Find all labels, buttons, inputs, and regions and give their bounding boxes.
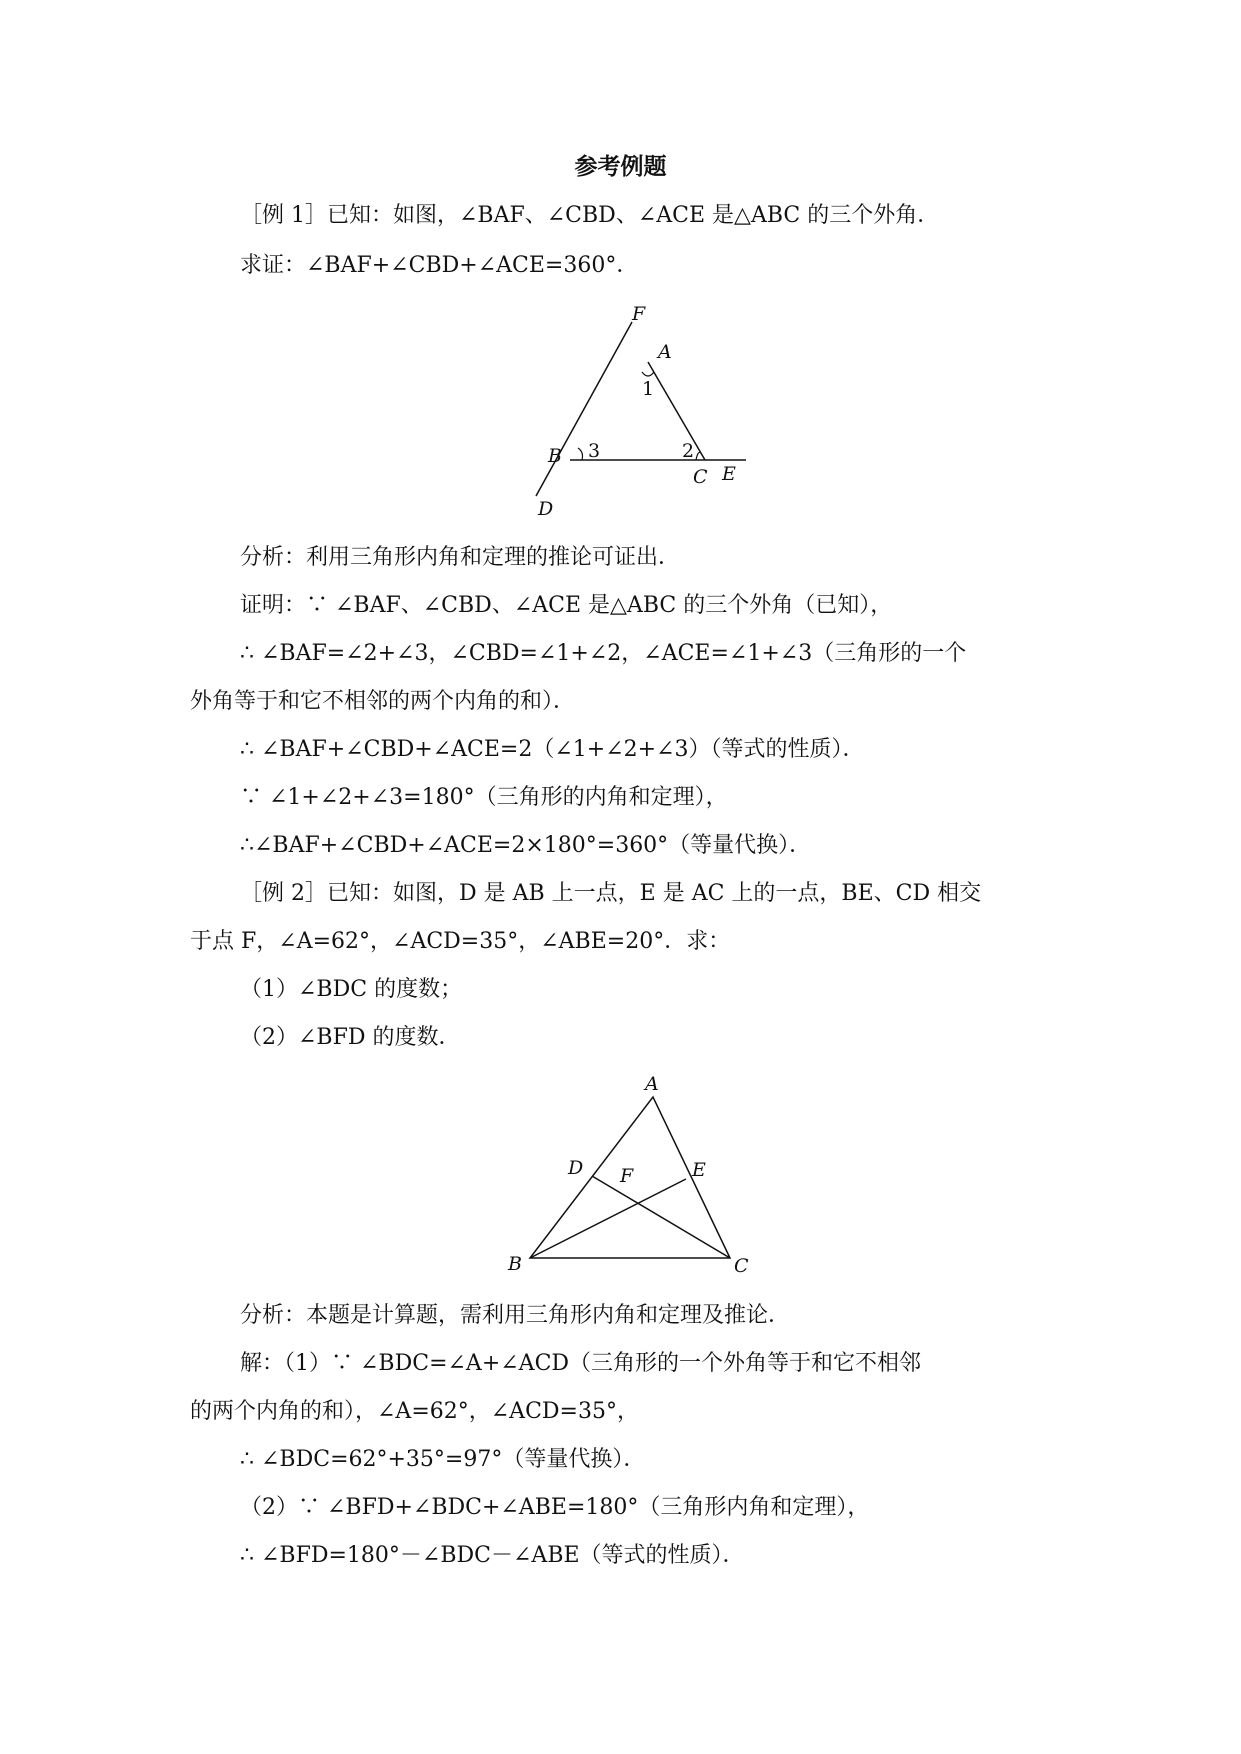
line-ac (601, 370, 620, 412)
example1-analysis: 分析：利用三角形内角和定理的推论可证出． (240, 545, 681, 570)
label-B: B (508, 1253, 522, 1275)
example2-solution-line5: ∴ ∠BFD=180°－∠BDC－∠ABE（等式的性质）． (240, 1543, 745, 1568)
example1-prove: 求证：∠BAF+∠CBD+∠ACE=360°． (240, 253, 639, 278)
label-2: 2 (682, 440, 695, 462)
label-1: 1 (642, 378, 655, 400)
segment-cd (592, 1176, 730, 1258)
line-fd (536, 322, 632, 496)
label-C: C (693, 466, 708, 488)
example2-question1: （1）∠BDC 的度数； (240, 977, 463, 1002)
angle-2-arc (696, 452, 701, 460)
segment-ac (648, 362, 705, 460)
example2-statement-line1: ［例 2］已知：如图，D 是 AB 上一点，E 是 AC 上的一点，BE、CD 相交 (240, 881, 982, 906)
label-F: F (620, 1165, 634, 1187)
label-C: C (734, 1255, 749, 1277)
example2-solution-line1: 解：（1）∵ ∠BDC=∠A+∠ACD（三角形的一个外角等于和它不相邻 (240, 1351, 922, 1376)
example2-analysis: 分析：本题是计算题，需利用三角形内角和定理及推论． (240, 1303, 791, 1328)
angle-1-arc (642, 372, 654, 376)
example2-figure (500, 1070, 770, 1280)
page-title: 参考例题 (574, 154, 667, 180)
example1-statement: ［例 1］已知：如图，∠BAF、∠CBD、∠ACE 是△ABC 的三个外角． (240, 203, 940, 228)
label-A: A (645, 1073, 659, 1095)
label-E: E (692, 1159, 706, 1181)
example1-proof-line4: ∴ ∠BAF+∠CBD+∠ACE=2（∠1+∠2+∠3）（等式的性质）． (240, 737, 865, 762)
example1-proof-line2: ∴ ∠BAF=∠2+∠3，∠CBD=∠1+∠2，∠ACE=∠1+∠3（三角形的一个 (240, 641, 967, 666)
example2-solution-line4: （2）∵ ∠BFD+∠BDC+∠ABE=180°（三角形内角和定理）， (240, 1495, 870, 1520)
example2-statement-line2: 于点 F，∠A=62°，∠ACD=35°，∠ABE=20°．求： (190, 929, 731, 954)
example2-solution-line2: 的两个内角的和），∠A=62°，∠ACD=35°， (190, 1399, 639, 1424)
label-A: A (658, 341, 672, 363)
example1-figure (520, 300, 760, 520)
example1-proof-line1: 证明：∵ ∠BAF、∠CBD、∠ACE 是△ABC 的三个外角（已知）， (240, 593, 893, 618)
label-F: F (632, 303, 646, 325)
angle-3-arc (578, 448, 583, 460)
label-3: 3 (588, 440, 601, 462)
example1-proof-line5: ∵ ∠1+∠2+∠3=180°（三角形的内角和定理）， (240, 785, 728, 810)
example1-proof-line3: 外角等于和它不相邻的两个内角的和）． (190, 689, 576, 714)
example1-proof-line6: ∴∠BAF+∠CBD+∠ACE=2×180°=360°（等量代换）． (240, 833, 812, 858)
example2-solution-line3: ∴ ∠BDC=62°+35°=97°（等量代换）． (240, 1447, 646, 1472)
example2-question2: （2）∠BFD 的度数． (240, 1025, 461, 1050)
label-E: E (722, 463, 736, 485)
label-B: B (548, 445, 562, 467)
label-D: D (538, 498, 554, 520)
label-D: D (568, 1157, 584, 1179)
